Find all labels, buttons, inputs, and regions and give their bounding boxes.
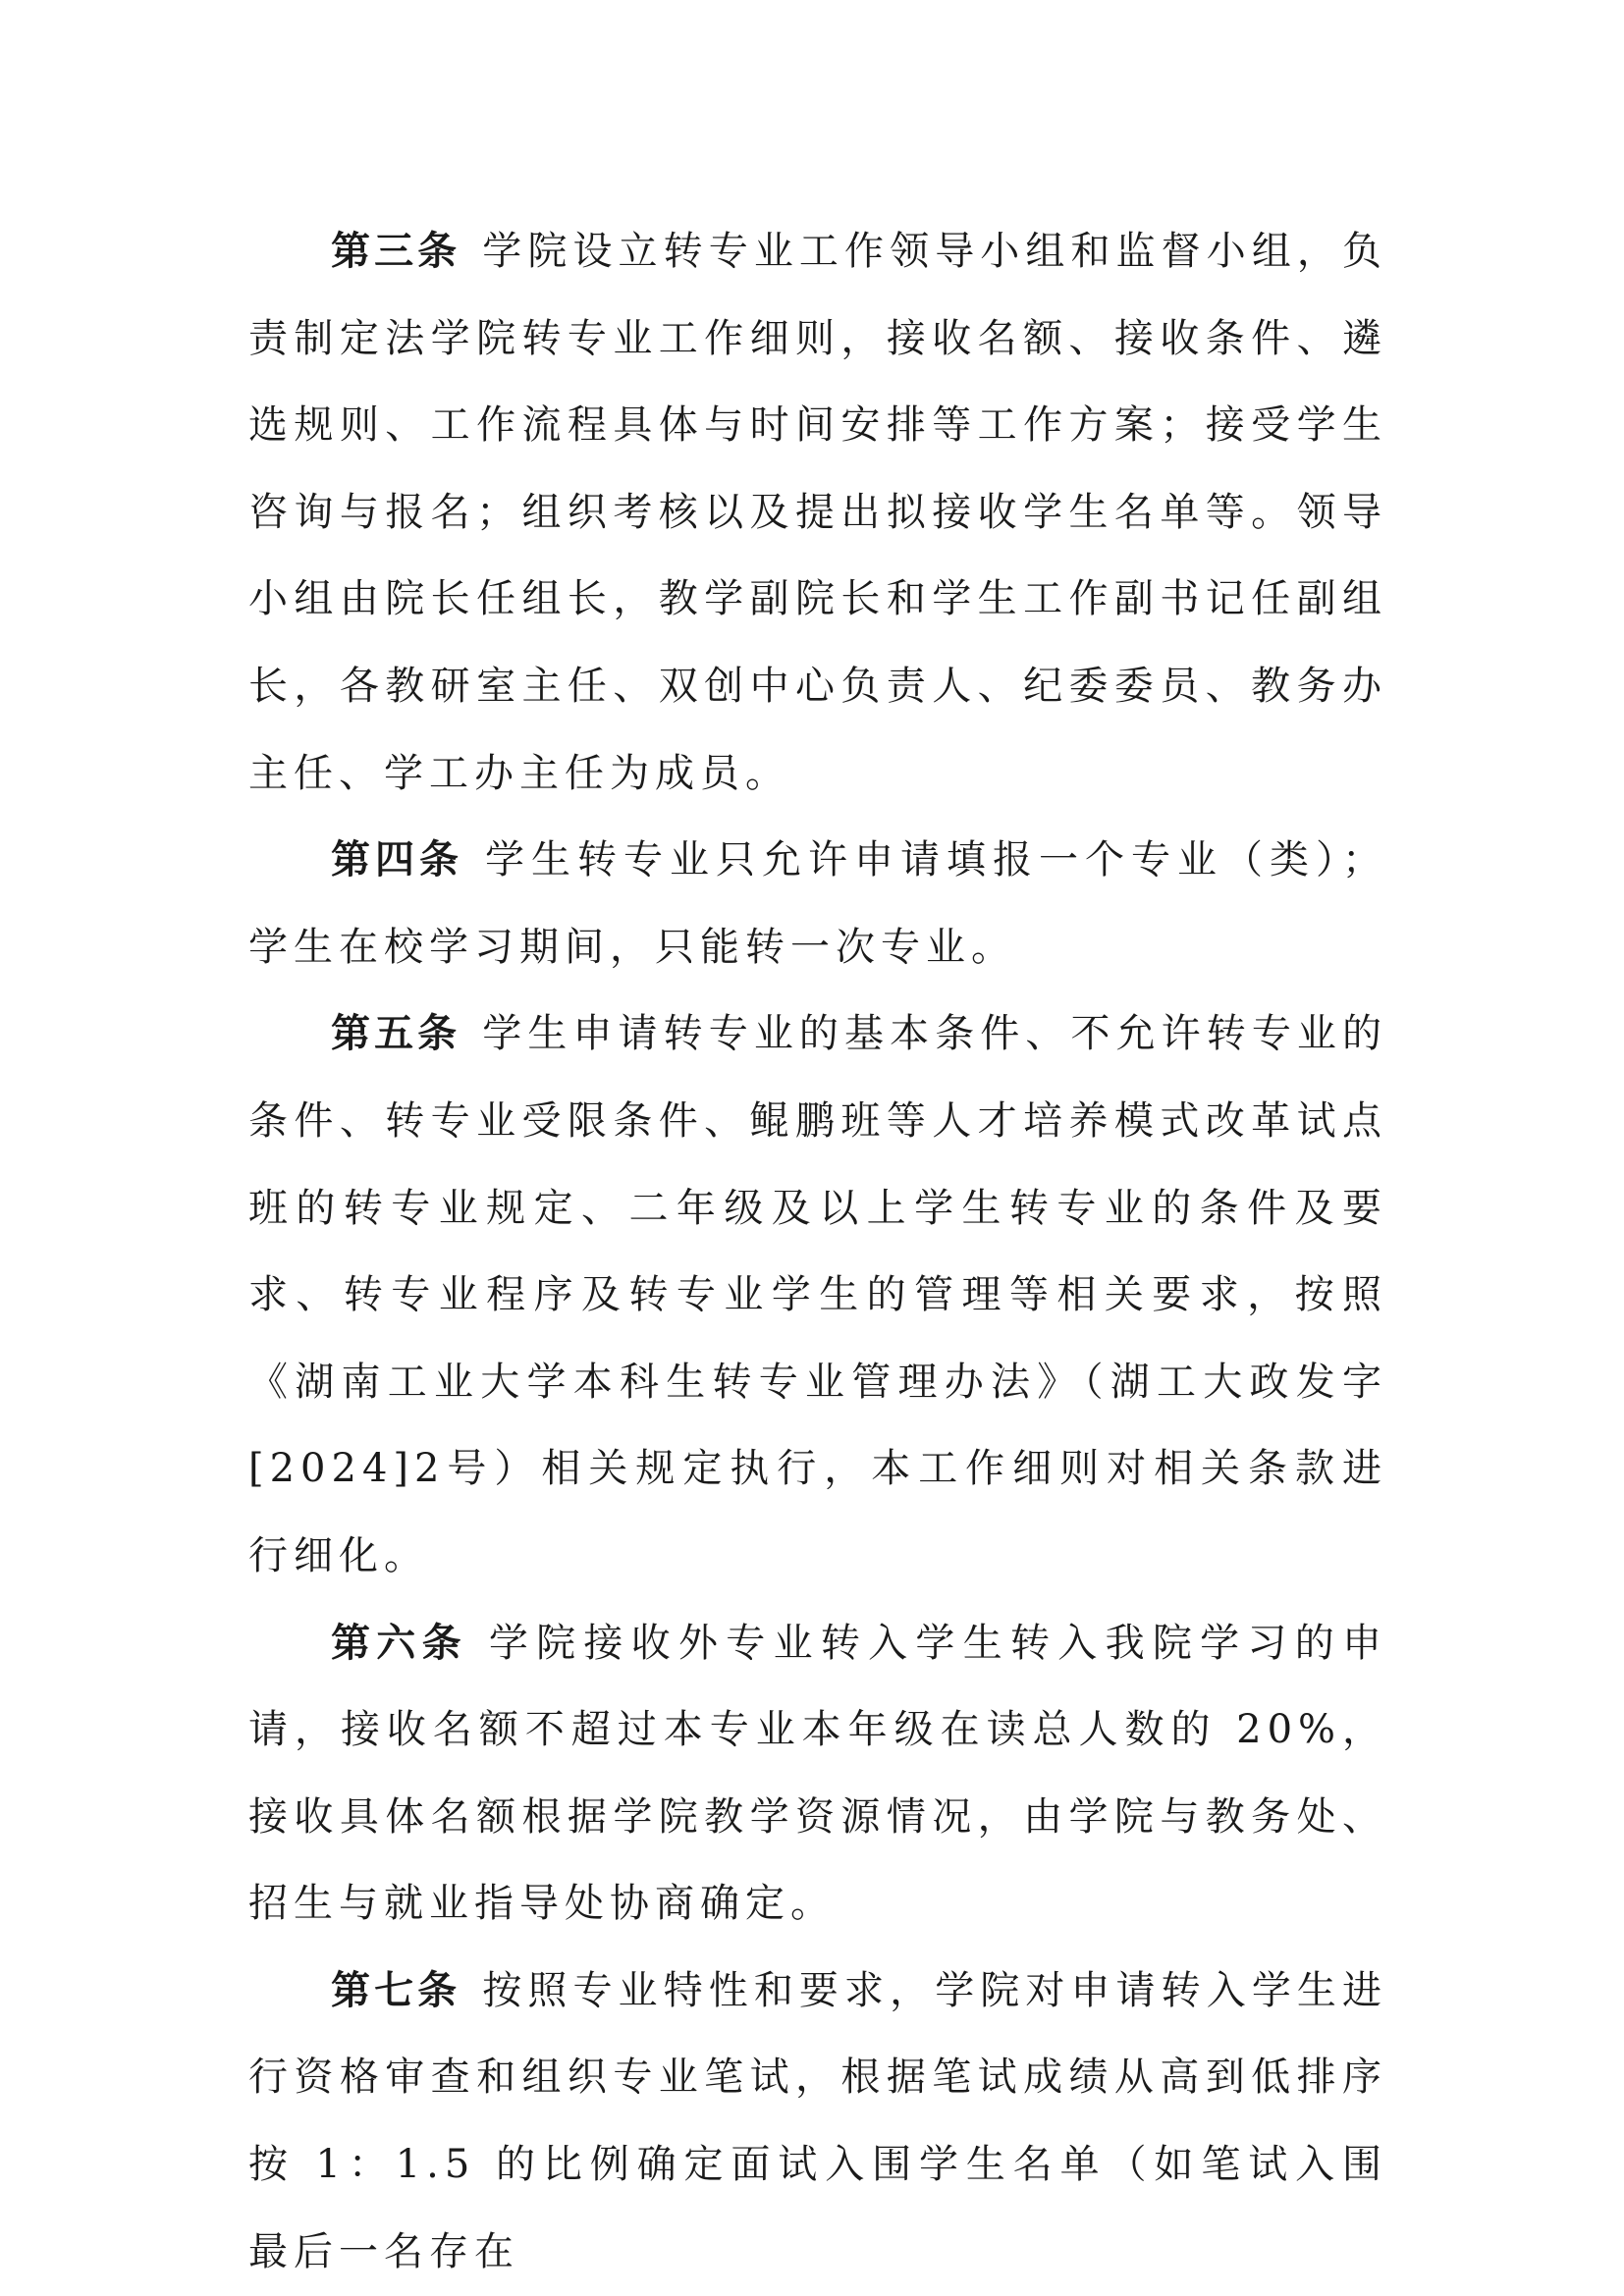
article-number: 第三条 — [331, 229, 461, 274]
article-text: 学生转专业只允许申请填报一个专业（类）；学生在校学习期间，只能转一次专业。 — [248, 837, 1387, 970]
article-number: 第四条 — [331, 837, 463, 883]
article-text: 学院接收外专业转入学生转入我院学习的申请，接收名额不超过本专业本年级在读总人数的 20%，接收具体名额根据学院教学资源情况，由学院与教务处、招生与就业指导处协商确定。 — [248, 1620, 1388, 1927]
article-3 — [248, 208, 1387, 817]
article-number: 第五条 — [331, 1011, 461, 1057]
article-text: 按照专业特性和要求，学院对申请转入学生进行资格审查和组织专业笔试，根据笔试成绩从高到低排序按 1：1.5 的比例确定面试入围学生名单（如笔试入围最后一名存在 — [248, 1967, 1388, 2274]
article-7 — [248, 1948, 1387, 2295]
document-body — [248, 208, 1387, 2295]
article-4 — [248, 817, 1387, 990]
article-number: 第七条 — [331, 1967, 461, 2013]
article-6 — [248, 1600, 1387, 1948]
article-5 — [248, 990, 1387, 1599]
article-text: 学院设立转专业工作领导小组和监督小组，负责制定法学院转专业工作细则，接收名额、接收条件、遴选规则、工作流程具体与时间安排等工作方案；接受学生咨询与报名；组织考核以及提出拟接收学生名单等。领导小组由院长任组长，教学副院长和学生工作副书记任副组长，各教研室主任、双创中心负责人、纪委委员、教务办主任、学工办主任为成员。 — [248, 229, 1388, 796]
article-text: 学生申请转专业的基本条件、不允许转专业的条件、转专业受限条件、鲲鹏班等人才培养模式改革试点班的转专业规定、二年级及以上学生转专业的条件及要求、转专业程序及转专业学生的管理等相关要求，按照《湖南工业大学本科生转专业管理办法》（湖工大政发字[2024]2号）相关规定执行，本工作细则对相关条款进行细化。 — [248, 1011, 1388, 1578]
article-number: 第六条 — [331, 1620, 467, 1666]
